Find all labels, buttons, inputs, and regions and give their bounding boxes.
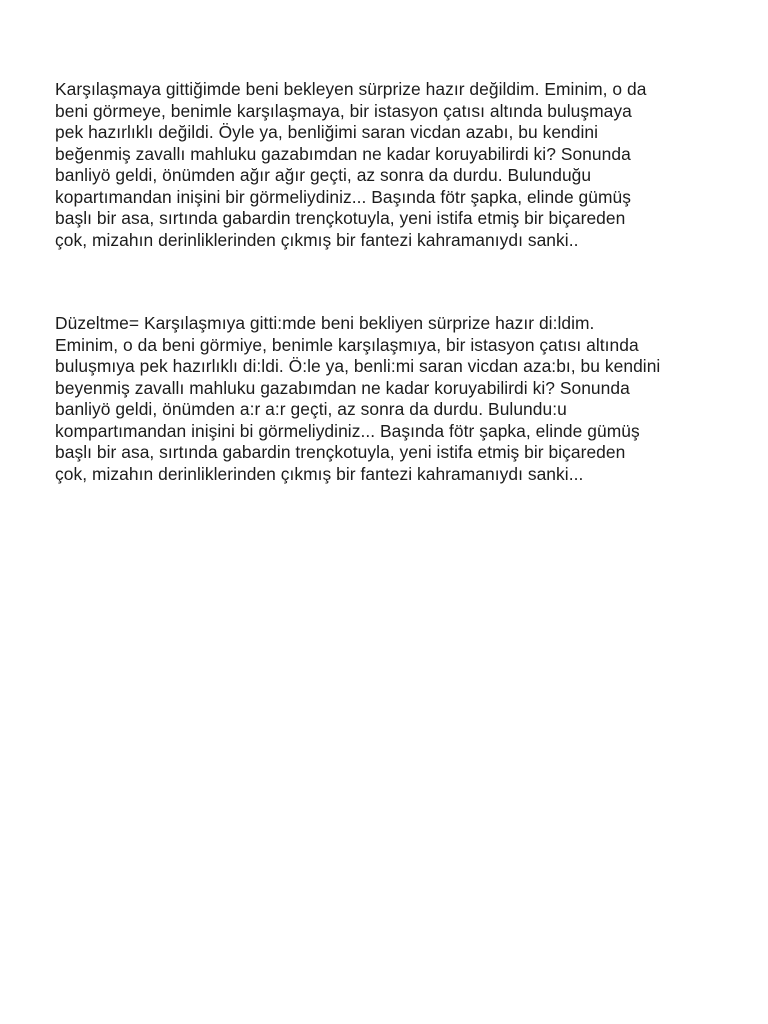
text-line: banliyö geldi, önümden a:r a:r geçti, az sonra da durdu. Bulundu:u [55,399,567,419]
text-line: başlı bir asa, sırtında gabardin trençkotuyla, yeni istifa etmiş bir biçareden [55,208,626,228]
text-line: beğenmiş zavallı mahluku gazabımdan ne kadar koruyabilirdi ki? Sonunda [55,143,631,164]
text-line: pek hazırlıklı değildi. Öyle ya, benliğimi saran vicdan azabı, bu kendini [55,122,599,142]
original-paragraph [55,79,735,251]
text-line: buluşmıya pek hazırlıklı di:ldi. Ö:le ya, benli:mi saran vicdan aza:bı, bu kendini [55,356,661,376]
text-line: beyenmiş zavallı mahluku gazabımdan ne kadar koruyabilirdi ki? Sonunda [55,377,630,398]
text-line: Karşılaşmaya gittiğimde beni bekleyen sürprize hazır değildim. Eminim, o da [55,79,647,99]
text-line: Eminim, o da beni görmiye, benimle karşılaşmıya, bir istasyon çatısı altında [55,334,639,355]
text-line: başlı bir asa, sırtında gabardin trençkotuyla, yeni istifa etmiş bir biçareden [55,442,626,462]
text-line: banliyö geldi, önümden ağır ağır geçti, az sonra da durdu. Bulunduğu [55,165,592,185]
text-line: Düzeltme= Karşılaşmıya gitti:mde beni bekliyen sürprize hazır di:ldim. [55,313,595,333]
text-line: kopartımandan inişini bir görmeliydiniz... Başında fötr şapka, elinde gümüş [55,186,632,207]
text-line: çok, mizahın derinliklerinden çıkmış bir fantezi kahramanıydı sanki... [55,463,584,484]
text-line: kompartımandan inişini bi görmeliydiniz... Başında fötr şapka, elinde gümüş [55,420,640,441]
text-line: beni görmeye, benimle karşılaşmaya, bir istasyon çatısı altında buluşmaya [55,100,632,121]
text-line: çok, mizahın derinliklerinden çıkmış bir fantezi kahramanıydı sanki.. [55,229,579,250]
corrected-paragraph [55,313,735,485]
